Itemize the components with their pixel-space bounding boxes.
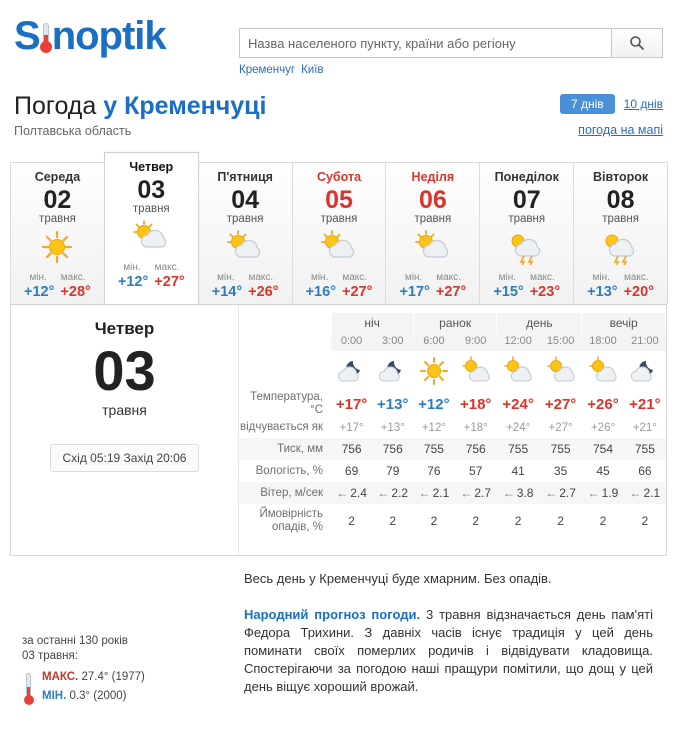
day-temps — [199, 284, 292, 300]
tab-7-days[interactable]: 7 днів — [560, 94, 615, 114]
day-card-2[interactable] — [198, 162, 293, 304]
press-0: 756 — [331, 438, 372, 460]
day-number: 04 — [231, 186, 260, 214]
history-max-label: МАКС. — [42, 671, 79, 683]
page-title-city: у Кременчуці — [103, 92, 267, 120]
day-temp-min: +12° — [117, 274, 149, 290]
day-weekday: Четвер — [129, 160, 174, 174]
history-block — [10, 570, 238, 702]
wind-dir-icon: ← — [377, 486, 390, 500]
detail-day-summary — [11, 305, 239, 555]
min-label: мін. — [29, 272, 47, 283]
day-weekday: Неділя — [411, 170, 455, 184]
weather-icon-sun-cloud — [199, 229, 292, 267]
day-temps — [574, 284, 667, 300]
label-temperature: Температура, °C — [250, 391, 324, 416]
label-pressure: Тиск, мм — [239, 438, 331, 460]
wind-dir-icon: ← — [460, 486, 473, 500]
precip-0: 2 — [348, 514, 355, 528]
precip-2: 2 — [430, 514, 438, 528]
bottom-section — [0, 556, 677, 702]
min-label: мін. — [310, 272, 329, 283]
wind-speed: 3.8 — [516, 486, 534, 500]
hum-4: 41 — [511, 464, 525, 478]
day-minmax-labels — [11, 272, 104, 283]
wind-dir-icon: ← — [629, 486, 642, 500]
logo-text-right: noptik — [51, 14, 166, 58]
day-card-4[interactable] — [385, 162, 480, 304]
precip-3: 2 — [472, 514, 480, 528]
day-temp-min: +12° — [24, 284, 55, 300]
hour-0: 0:00 — [331, 333, 372, 351]
folk-forecast — [244, 606, 653, 696]
wind-0 — [331, 482, 372, 504]
hour-5: 15:00 — [539, 333, 581, 351]
day-month: травня — [508, 213, 546, 225]
wind-dir-icon: ← — [336, 486, 349, 500]
hour-2: 6:00 — [413, 333, 454, 351]
day-temps — [105, 274, 198, 290]
weather-icon-storm-cloud — [574, 229, 667, 267]
min-label: мін. — [217, 272, 235, 283]
day-minmax-labels — [199, 272, 292, 283]
press-4: 755 — [497, 438, 539, 460]
day-temp-max: +27° — [154, 274, 185, 290]
hum-2: 76 — [427, 464, 441, 478]
wind-speed: 2.2 — [391, 486, 409, 500]
hour-icon-sun-cloud — [582, 351, 624, 391]
temp-5: +27° — [544, 395, 577, 413]
humidity-row — [239, 460, 666, 482]
day-temp-max: +26° — [248, 284, 279, 300]
temp-0: +17° — [335, 395, 368, 413]
site-header — [0, 0, 677, 88]
wind-speed: 2.7 — [474, 486, 492, 500]
label-feels-like: відчувається як — [239, 421, 324, 433]
folk-forecast-body: 3 травня відзначається день пам'яті Федора Трихини. З давніх часів існує традиція у цей день поминати своїх померлих родичів і відвідувати кладовища. Спостерігаючи за погодою наші пращури помітили, що дощ у цей день віщує хороший врожай. — [244, 607, 653, 694]
detail-day-number: 03 — [93, 339, 156, 402]
temp-6: +26° — [587, 395, 619, 413]
hour-6: 18:00 — [582, 333, 624, 351]
range-links — [560, 94, 663, 137]
day-number: 05 — [325, 186, 353, 214]
day-temps — [11, 284, 104, 300]
day-temp-max: +27° — [435, 284, 467, 300]
tab-10-days[interactable]: 10 днів — [623, 97, 663, 111]
weather-icon-sun-cloud — [386, 229, 479, 267]
day-temp-max: +20° — [623, 284, 654, 300]
day-number: 07 — [512, 186, 541, 214]
precip-4: 2 — [514, 514, 522, 528]
day-month: травня — [226, 213, 264, 225]
precip-1: 2 — [389, 514, 397, 528]
max-label: макс. — [342, 272, 368, 283]
day-temp-min: +14° — [211, 284, 243, 300]
search-icon — [629, 35, 645, 51]
hour-icon-moon-cloud — [624, 351, 665, 391]
feel-5: +27° — [548, 421, 573, 434]
feel-6: +26° — [590, 421, 616, 434]
label-precipitation: Ймовірність опадів, % — [259, 508, 324, 533]
feel-0: +17° — [339, 421, 364, 434]
day-card-1[interactable] — [104, 152, 199, 304]
temp-1: +13° — [377, 395, 409, 413]
label-wind: Вітер, м/сек — [239, 482, 331, 504]
detail-panel — [10, 304, 667, 556]
weather-icon-storm-cloud — [480, 229, 573, 267]
day-minmax-labels — [105, 262, 198, 273]
feel-7: +21° — [632, 421, 657, 434]
day-month: травня — [132, 203, 170, 215]
max-label: макс. — [154, 262, 180, 273]
feel-2: +12° — [421, 421, 446, 434]
site-logo[interactable] — [14, 14, 231, 58]
day-weekday: Середа — [34, 170, 81, 184]
press-1: 756 — [372, 438, 413, 460]
feel-1: +13° — [380, 421, 405, 434]
daypart-night: ніч — [331, 313, 413, 333]
wind-speed: 2.1 — [643, 486, 661, 500]
feel-3: +18° — [463, 421, 488, 434]
wind-5 — [539, 482, 581, 504]
precip-5: 2 — [557, 514, 564, 528]
wind-4 — [497, 482, 539, 504]
wind-speed: 2.4 — [350, 486, 367, 500]
day-temp-max: +23° — [529, 284, 561, 300]
wind-dir-icon: ← — [545, 486, 558, 500]
summary-text: Весь день у Кременчуці буде хмарним. Без опадів. — [244, 571, 552, 586]
wind-speed: 1.9 — [601, 486, 619, 500]
precip-7: 2 — [641, 514, 649, 528]
daypart-row — [239, 313, 666, 333]
hour-4: 12:00 — [497, 333, 539, 351]
min-label: мін. — [123, 262, 141, 273]
precipitation-row — [239, 504, 666, 538]
max-label: макс. — [60, 272, 86, 283]
day-temp-max: +27° — [342, 284, 373, 300]
hum-0: 69 — [344, 464, 359, 478]
label-humidity: Вологість, % — [255, 464, 324, 477]
hour-icon-sun-cloud — [454, 351, 496, 391]
min-label: мін. — [498, 272, 517, 283]
wind-dir-icon: ← — [418, 486, 431, 500]
hum-6: 45 — [596, 464, 610, 478]
recent-city-2[interactable]: Київ — [301, 64, 324, 76]
wind-speed: 2.1 — [432, 486, 450, 500]
day-number: 06 — [418, 186, 447, 214]
history-title-line1: за останні 130 років — [22, 635, 128, 647]
history-min-label: МІН. — [42, 690, 67, 702]
wind-1 — [372, 482, 413, 504]
day-minmax-labels — [574, 272, 667, 283]
search-area — [239, 14, 663, 76]
day-weekday: Понеділок — [494, 170, 559, 184]
title-block — [0, 88, 677, 146]
sunrise-sunset-box: Схід 05:19 Захід 20:06 — [50, 444, 200, 472]
press-2: 755 — [413, 438, 454, 460]
thermometer-icon — [40, 23, 52, 53]
wind-7 — [624, 482, 665, 504]
history-min-value: 0.3° (2000) — [69, 690, 127, 702]
day-weekday: Вівторок — [593, 170, 649, 184]
max-label: макс. — [436, 272, 461, 283]
hour-icon-sun-cloud — [497, 351, 539, 391]
search-input[interactable] — [239, 28, 611, 58]
day-temps — [293, 284, 386, 300]
day-card-3[interactable] — [292, 162, 387, 304]
day-temps — [386, 284, 479, 300]
hour-icon-sun — [413, 351, 454, 391]
day-month: травня — [602, 213, 639, 225]
hum-1: 79 — [386, 464, 400, 478]
day-minmax-labels — [480, 272, 573, 283]
press-6: 754 — [582, 438, 624, 460]
pressure-row — [239, 438, 666, 460]
press-7: 755 — [624, 438, 665, 460]
wind-speed: 2.7 — [559, 486, 576, 500]
wind-dir-icon: ← — [502, 486, 515, 500]
min-label: мін. — [592, 272, 610, 283]
wind-2 — [413, 482, 454, 504]
day-temp-min: +16° — [305, 284, 336, 300]
recent-city-1[interactable]: Кременчуг — [239, 64, 296, 76]
day-temp-max: +28° — [60, 284, 91, 300]
day-number: 08 — [606, 186, 635, 214]
day-number: 02 — [43, 186, 72, 214]
press-3: 756 — [454, 438, 496, 460]
temp-4: +24° — [502, 395, 534, 413]
temp-7: +21° — [629, 395, 661, 413]
weather-icon-sun — [11, 229, 104, 267]
search-button[interactable] — [611, 28, 663, 58]
search-row — [239, 28, 663, 58]
detail-weekday: Четвер — [94, 319, 155, 338]
hour-icon-moon-cloud — [372, 351, 413, 391]
wind-6 — [582, 482, 624, 504]
folk-forecast-title: Народний прогноз погоди. — [244, 607, 421, 622]
history-max-row — [42, 671, 228, 683]
hour-icon-row — [239, 351, 666, 391]
day-card-5[interactable] — [479, 162, 574, 304]
recent-cities — [239, 64, 663, 76]
day-card-6[interactable] — [573, 162, 668, 304]
page-title-prefix: Погода — [14, 92, 97, 120]
thermometer-icon — [24, 673, 34, 705]
daypart-day: день — [497, 313, 582, 333]
forecast-day-strip — [0, 152, 677, 304]
logo-text-left: S — [14, 14, 40, 58]
hum-3: 57 — [469, 464, 483, 478]
day-minmax-labels — [386, 272, 479, 283]
temperature-row — [239, 391, 666, 417]
hum-7: 66 — [638, 464, 652, 478]
daypart-morning: ранок — [413, 313, 497, 333]
day-temps — [480, 284, 573, 300]
hour-1: 3:00 — [372, 333, 413, 351]
hum-5: 35 — [553, 464, 568, 478]
hourly-table-wrap — [239, 305, 666, 555]
hour-7: 21:00 — [624, 333, 665, 351]
hour-3: 9:00 — [454, 333, 496, 351]
day-month: травня — [39, 213, 76, 225]
wind-3 — [454, 482, 496, 504]
day-number: 03 — [137, 176, 166, 204]
hour-row — [239, 333, 666, 351]
weather-icon-sun-cloud — [105, 219, 198, 257]
history-min-row — [42, 690, 228, 702]
feels-like-row — [239, 417, 666, 438]
text-block — [238, 570, 667, 702]
history-max-value: 27.4° (1977) — [81, 671, 145, 683]
history-title-line2: 03 травня: — [22, 650, 78, 662]
hour-icon-moon-cloud — [331, 351, 372, 391]
map-link[interactable]: погода на мапі — [578, 123, 663, 137]
day-weekday: Субота — [316, 170, 362, 184]
max-label: макс. — [623, 272, 649, 283]
max-label: макс. — [248, 272, 274, 283]
wind-dir-icon: ← — [587, 486, 600, 500]
hourly-table — [239, 313, 666, 538]
detail-month: травня — [102, 402, 147, 418]
max-label: макс. — [530, 272, 555, 283]
history-values — [22, 671, 228, 702]
wind-row — [239, 482, 666, 504]
day-temp-min: +17° — [399, 284, 430, 300]
day-card-0[interactable] — [10, 162, 105, 304]
day-month: травня — [414, 213, 452, 225]
daypart-evening: вечір — [582, 313, 666, 333]
region-label: Полтавська область — [14, 124, 132, 138]
day-month: травня — [320, 213, 358, 225]
press-5: 755 — [539, 438, 581, 460]
min-label: мін. — [404, 272, 423, 283]
weather-icon-sun-cloud — [293, 229, 386, 267]
history-title — [22, 634, 228, 664]
day-weekday: П'ятниця — [217, 170, 273, 184]
temp-2: +12° — [418, 395, 450, 413]
day-temp-min: +13° — [587, 284, 618, 300]
day-minmax-labels — [293, 272, 386, 283]
precip-6: 2 — [599, 514, 607, 528]
feel-4: +24° — [506, 421, 531, 434]
hour-icon-sun-cloud — [539, 351, 581, 391]
day-temp-min: +15° — [493, 284, 524, 300]
temp-3: +18° — [459, 395, 492, 413]
